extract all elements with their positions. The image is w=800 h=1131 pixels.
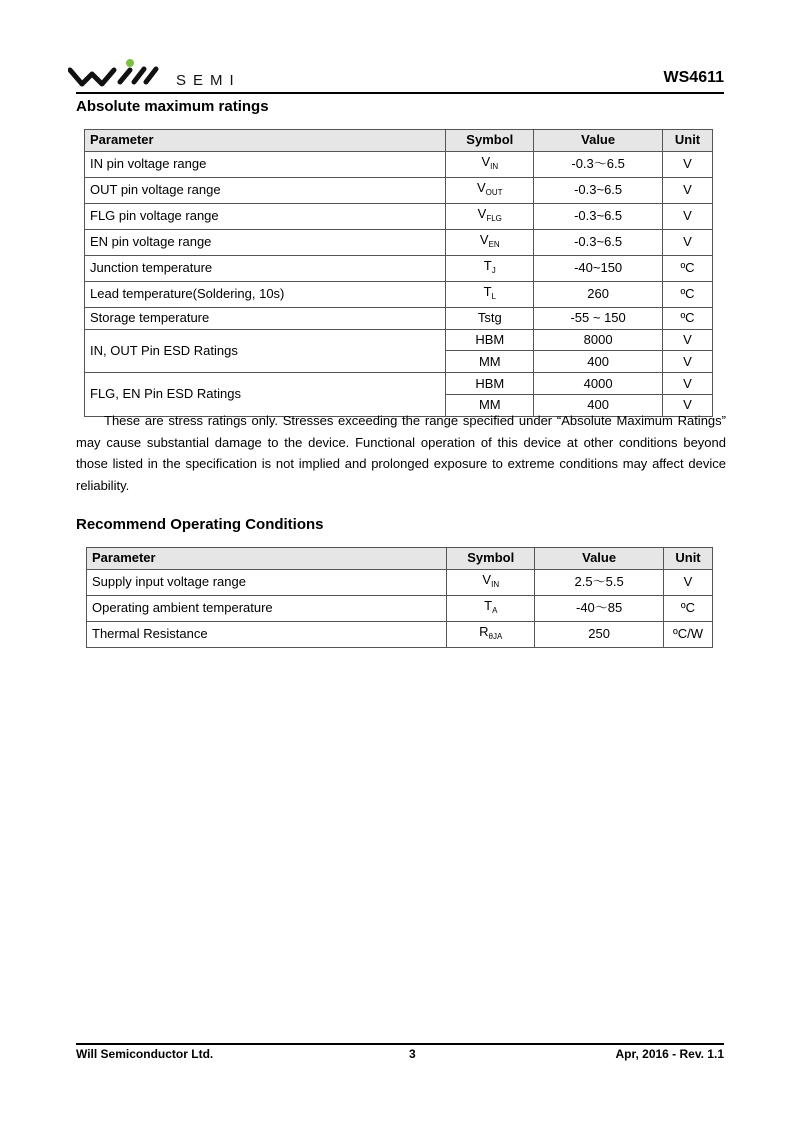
table-row [85, 255, 713, 281]
table-row [87, 621, 713, 647]
table-row [85, 373, 713, 395]
symbol-text: R [479, 623, 489, 639]
symbol-cell [447, 595, 535, 621]
symbol-subscript: OUT [485, 187, 503, 197]
param-cell: Lead temperature(Soldering, 10s) [85, 281, 446, 307]
value-cell: -0.3~6.5 [534, 203, 663, 229]
footer-revision: Apr, 2016 - Rev. 1.1 [615, 1047, 724, 1061]
header-rule [76, 92, 724, 94]
symbol-subscript: IN [490, 161, 499, 171]
unit-cell: V [664, 569, 713, 595]
unit-cell: ºC/W [664, 621, 713, 647]
param-cell: IN, OUT Pin ESD Ratings [85, 329, 446, 373]
symbol-subscript: FLG [486, 213, 502, 223]
table-row [85, 281, 713, 307]
param-cell: IN pin voltage range [85, 151, 446, 177]
unit-cell: V [663, 229, 713, 255]
symbol-text: V [482, 571, 492, 587]
brand-text: SEMI [176, 72, 241, 89]
symbol-cell: HBM [446, 373, 534, 395]
value-cell: -0.3～6.5 [534, 151, 663, 177]
col-unit: Unit [663, 130, 713, 152]
symbol-cell [446, 177, 534, 203]
param-cell: Operating ambient temperature [87, 595, 447, 621]
unit-cell: ºC [663, 255, 713, 281]
symbol-subscript: J [491, 265, 496, 275]
symbol-text: T [483, 257, 492, 273]
symbol-subscript: L [491, 291, 496, 301]
unit-cell: V [663, 394, 713, 416]
unit-cell: V [663, 177, 713, 203]
symbol-cell [446, 255, 534, 281]
param-cell: FLG, EN Pin ESD Ratings [85, 373, 446, 417]
symbol-cell [447, 621, 535, 647]
param-cell: FLG pin voltage range [85, 203, 446, 229]
part-number: WS4611 [663, 69, 724, 86]
symbol-cell [447, 569, 535, 595]
unit-cell: V [663, 151, 713, 177]
value-cell: 400 [534, 394, 663, 416]
abs-max-title: Absolute maximum ratings [76, 98, 269, 115]
symbol-subscript: A [492, 605, 498, 615]
stress-note: These are stress ratings only. Stresses exceeding the range specified under “Absolute Maximum Ratings” may cause substantial damage to the device. Functional operation of this device at other conditions beyond those listed in the specification is not implied and prolonged exposure to extreme conditions may affect device reliability. [76, 413, 726, 493]
unit-cell: ºC [663, 281, 713, 307]
symbol-cell [446, 229, 534, 255]
table-row [85, 329, 713, 351]
unit-cell: ºC [664, 595, 713, 621]
table-row [85, 229, 713, 255]
unit-cell: V [663, 351, 713, 373]
value-cell: -55 ~ 150 [534, 307, 663, 329]
footer-company: Will Semiconductor Ltd. [76, 1047, 214, 1061]
table-row [85, 203, 713, 229]
col-parameter: Parameter [85, 130, 446, 152]
page-header [76, 58, 724, 94]
param-cell: Storage temperature [85, 307, 446, 329]
table-row [87, 569, 713, 595]
symbol-text: V [477, 205, 487, 221]
param-cell: Thermal Resistance [87, 621, 447, 647]
symbol-text: T [483, 283, 492, 299]
col-symbol: Symbol [447, 548, 535, 570]
unit-cell: V [663, 373, 713, 395]
value-cell: 2.5～5.5 [535, 569, 664, 595]
symbol-text: V [479, 231, 489, 247]
table-header-row [85, 130, 713, 152]
value-cell: -40~150 [534, 255, 663, 281]
symbol-subscript: IN [491, 579, 500, 589]
symbol-text: Tstg [477, 310, 502, 326]
table-row [87, 595, 713, 621]
col-value: Value [535, 548, 664, 570]
symbol-text: T [484, 597, 493, 613]
param-cell: Junction temperature [85, 255, 446, 281]
unit-cell: V [663, 203, 713, 229]
rec-op-table [86, 547, 713, 648]
symbol-cell [446, 203, 534, 229]
symbol-cell: MM [446, 351, 534, 373]
symbol-text: V [477, 179, 486, 195]
symbol-text: V [481, 153, 491, 169]
symbol-cell: HBM [446, 329, 534, 351]
table-row [85, 307, 713, 329]
footer-rule [76, 1043, 724, 1045]
abs-max-table [84, 129, 713, 417]
footer-page-number: 3 [409, 1047, 416, 1061]
symbol-cell: MM [446, 394, 534, 416]
value-cell: -40～85 [535, 595, 664, 621]
value-cell: -0.3~6.5 [534, 177, 663, 203]
rec-op-title: Recommend Operating Conditions [76, 516, 324, 533]
value-cell: 400 [534, 351, 663, 373]
symbol-subscript: EN [488, 239, 500, 249]
param-cell: Supply input voltage range [87, 569, 447, 595]
table-row [85, 151, 713, 177]
col-value: Value [534, 130, 663, 152]
unit-cell: V [663, 329, 713, 351]
symbol-subscript: θJA [488, 631, 503, 641]
unit-cell: ºC [663, 307, 713, 329]
symbol-cell [446, 281, 534, 307]
table-row [85, 177, 713, 203]
symbol-cell [446, 151, 534, 177]
table-header-row [87, 548, 713, 570]
will-semi-logo-icon [68, 58, 168, 94]
col-unit: Unit [664, 548, 713, 570]
value-cell: 260 [534, 281, 663, 307]
col-symbol: Symbol [446, 130, 534, 152]
col-parameter: Parameter [87, 548, 447, 570]
value-cell: 8000 [534, 329, 663, 351]
param-cell: OUT pin voltage range [85, 177, 446, 203]
symbol-cell [446, 307, 534, 329]
value-cell: 250 [535, 621, 664, 647]
value-cell: 4000 [534, 373, 663, 395]
value-cell: -0.3~6.5 [534, 229, 663, 255]
param-cell: EN pin voltage range [85, 229, 446, 255]
